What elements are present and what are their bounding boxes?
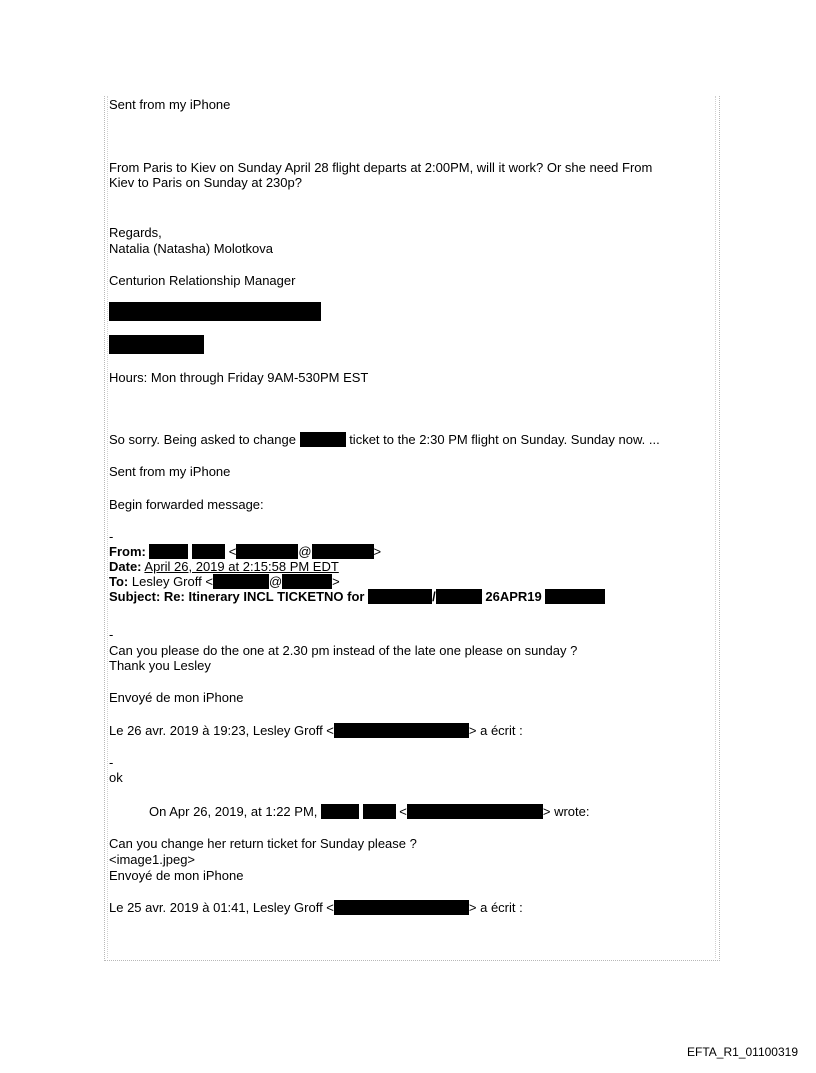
- signer-title: Centurion Relationship Manager: [109, 273, 296, 288]
- gt-sign: >: [373, 544, 382, 559]
- redaction-block: [109, 335, 204, 354]
- question-line-1: From Paris to Kiev on Sunday April 28 flight departs at 2:00PM, will it work? Or she need From: [109, 160, 653, 175]
- frame-rule-right: [715, 96, 716, 958]
- separator-dash: -: [109, 529, 114, 544]
- sent-from-iphone-2: Sent from my iPhone: [109, 464, 231, 479]
- redaction-block: [192, 544, 225, 559]
- redaction-block: [300, 432, 346, 447]
- sorry-line: [109, 432, 660, 447]
- at-sign: @: [268, 574, 283, 589]
- ok-text: ok: [109, 770, 123, 785]
- to-name: Lesley Groff: [131, 574, 202, 589]
- le26-line: [109, 723, 523, 738]
- attachment-name: <image1.jpeg>: [109, 852, 196, 867]
- date-value: April 26, 2019 at 2:15:58 PM EDT: [144, 559, 339, 574]
- frame-rule-left: [107, 96, 108, 958]
- le26-text-2: > a écrit :: [468, 723, 523, 738]
- question-line-2: Kiev to Paris on Sunday at 230p?: [109, 175, 302, 190]
- sorry-text-2: ticket to the 2:30 PM flight on Sunday. Sunday now. ...: [349, 432, 660, 447]
- redaction-block: [334, 723, 469, 738]
- begin-forwarded: Begin forwarded message:: [109, 497, 264, 512]
- change-return: Can you change her return ticket for Sunday please ?: [109, 836, 417, 851]
- regards: Regards,: [109, 225, 162, 240]
- on-apr-text-2: <: [399, 804, 407, 819]
- subject-slash: /: [432, 589, 436, 604]
- lt-sign: <: [228, 544, 237, 559]
- header-from: [109, 544, 381, 559]
- signer-name: Natalia (Natasha) Molotkova: [109, 241, 274, 256]
- request-line-1: Can you please do the one at 2.30 pm instead of the late one please on sunday ?: [109, 643, 578, 658]
- request-line-2: Thank you Lesley: [109, 658, 211, 673]
- date-label: Date:: [109, 559, 142, 574]
- le25-text-2: > a écrit :: [468, 900, 523, 915]
- envoye-1: Envoyé de mon iPhone: [109, 690, 244, 705]
- subject-label: Subject:: [109, 589, 161, 604]
- header-subject: [109, 589, 605, 604]
- from-label: From:: [109, 544, 146, 559]
- redaction-block: [368, 589, 432, 604]
- separator-dash: -: [109, 627, 114, 642]
- subject-date: 26APR19: [485, 589, 542, 604]
- redaction-block: [109, 302, 321, 321]
- le26-text-1: Le 26 avr. 2019 à 19:23, Lesley Groff <: [109, 723, 334, 738]
- lt-sign: <: [205, 574, 213, 589]
- header-date: [109, 559, 339, 574]
- redaction-block: [363, 804, 396, 819]
- redaction-block: [149, 544, 188, 559]
- on-apr-line: [149, 804, 589, 819]
- redaction-block: [321, 804, 359, 819]
- sorry-text-1: So sorry. Being asked to change: [109, 432, 296, 447]
- redaction-block: [407, 804, 543, 819]
- redaction-block: [213, 574, 269, 589]
- sent-from-iphone: Sent from my iPhone: [109, 97, 231, 112]
- redaction-block: [236, 544, 298, 559]
- subject-value: Re: Itinerary INCL TICKETNO for: [163, 589, 365, 604]
- message-frame: [104, 96, 720, 961]
- header-to: [109, 574, 340, 589]
- envoye-2: Envoyé de mon iPhone: [109, 868, 244, 883]
- gt-sign: >: [332, 574, 340, 589]
- redaction-block: [436, 589, 482, 604]
- separator-dash: -: [109, 755, 114, 770]
- on-apr-text-3: > wrote:: [542, 804, 590, 819]
- to-label: To:: [109, 574, 129, 589]
- redaction-block: [312, 544, 374, 559]
- redaction-block: [545, 589, 605, 604]
- document-id: EFTA_R1_01100319: [687, 1045, 798, 1059]
- le25-text-1: Le 25 avr. 2019 à 01:41, Lesley Groff <: [109, 900, 334, 915]
- le25-line: [109, 900, 523, 915]
- hours: Hours: Mon through Friday 9AM-530PM EST: [109, 370, 369, 385]
- at-sign: @: [298, 544, 312, 559]
- redaction-block: [282, 574, 332, 589]
- on-apr-text-1: On Apr 26, 2019, at 1:22 PM,: [149, 804, 318, 819]
- redaction-block: [334, 900, 469, 915]
